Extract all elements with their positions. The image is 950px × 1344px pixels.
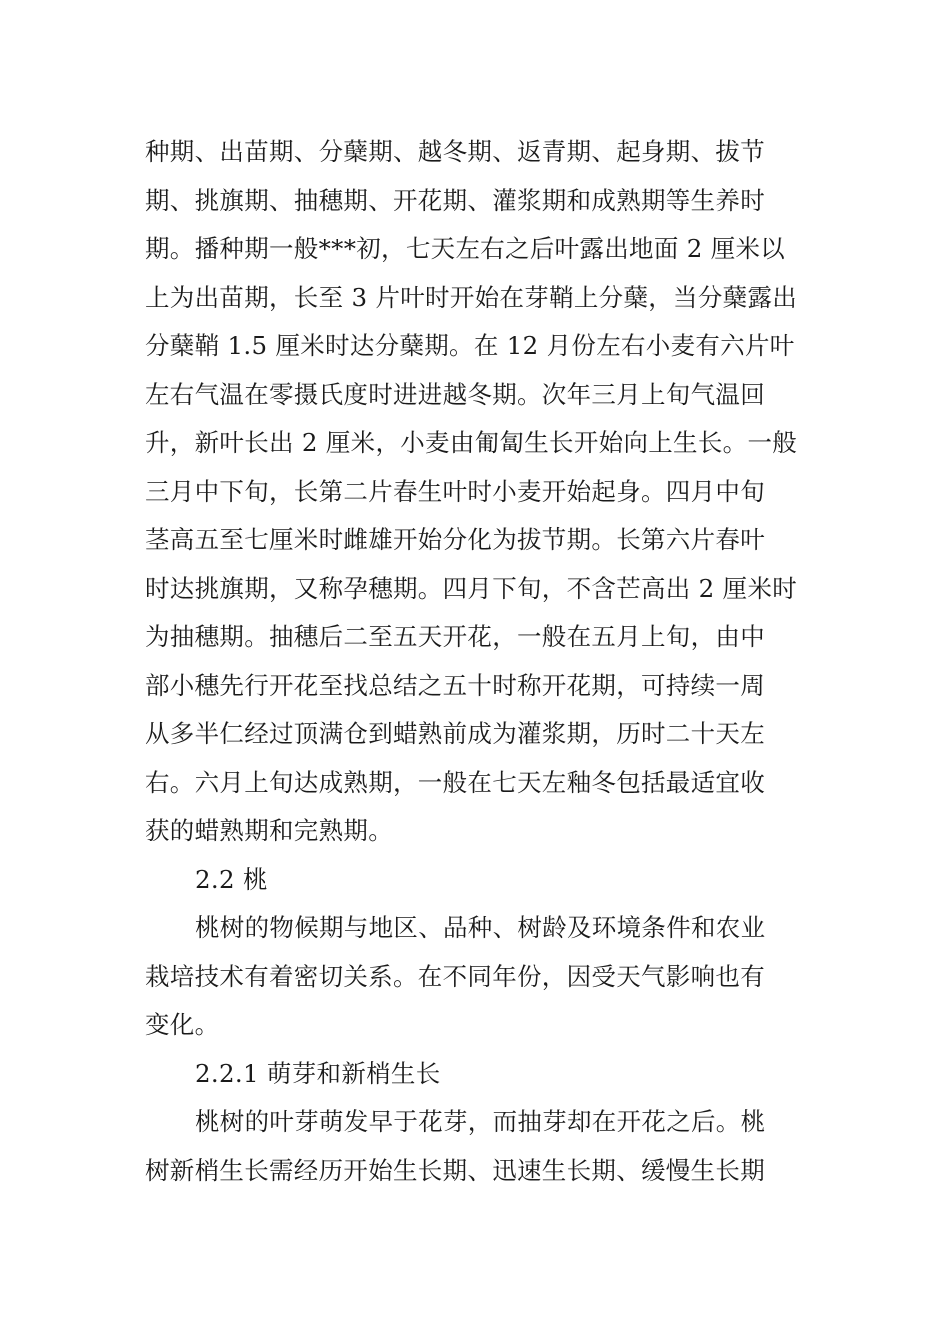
text-line: 分蘖鞘 1.5 厘米时达分蘖期。在 12 月份左右小麦有六片叶: [145, 331, 795, 360]
text-line: 获的蜡熟期和完熟期。: [145, 816, 393, 845]
text-line: 左右气温在零摄氏度时进进越冬期。次年三月上旬气温回: [145, 379, 765, 409]
text-line: 茎高五至七厘米时雌雄开始分化为拔节期。长第六片春叶: [145, 525, 765, 554]
text-line: 从多半仁经过顶满仓到蜡熟前成为灌浆期，历时二十天左: [145, 719, 765, 748]
text-line: 种期、出苗期、分蘖期、越冬期、返青期、起身期、拔节: [145, 137, 765, 166]
text-line: 桃树的叶芽萌发早于花芽，而抽芽却在开花之后。桃: [195, 1107, 766, 1136]
text-line: 右。六月上旬达成熟期，一般在七天左釉冬包括最适宜收: [145, 767, 765, 797]
text-line: 升，新叶长出 2 厘米，小麦由匍匐生长开始向上生长。一般: [145, 428, 798, 457]
text-line: 树新梢生长需经历开始生长期、迅速生长期、缓慢生长期: [145, 1155, 765, 1185]
section-heading-peach: 2.2 桃: [195, 864, 268, 894]
text-line: 部小穗先行开花至找总结之五十时称开花期，可持续一周: [145, 670, 765, 700]
text-line: 时达挑旗期，又称孕穗期。四月下旬，不含芒高出 2 厘米时: [145, 573, 798, 603]
text-line: 上为出苗期，长至 3 片叶时开始在芽鞘上分蘖，当分蘖露出: [145, 282, 798, 312]
text-line: 三月中下旬，长第二片春生叶时小麦开始起身。四月中旬: [145, 476, 765, 506]
text-line: 为抽穗期。抽穗后二至五天开花，一般在五月上旬，由中: [145, 622, 765, 651]
text-line: 期、挑旗期、抽穗期、开花期、灌浆期和成熟期等生养时: [145, 185, 765, 215]
text-line: 期。播种期一般***初，七天左右之后叶露出地面 2 厘米以: [145, 234, 786, 263]
paragraph-sprouting: [145, 1098, 807, 1195]
text-line: 栽培技术有着密切关系。在不同年份，因受天气影响也有: [145, 961, 765, 991]
section-heading-sprouting: 2.2.1 萌芽和新梢生长: [195, 1058, 441, 1088]
text-line: 变化。: [145, 1010, 220, 1039]
paragraph-wheat-phenology: [145, 128, 807, 856]
text-line: 桃树的物候期与地区、品种、树龄及环境条件和农业: [195, 913, 766, 942]
paragraph-peach-intro: [145, 904, 807, 1050]
document-body: [145, 128, 807, 1195]
